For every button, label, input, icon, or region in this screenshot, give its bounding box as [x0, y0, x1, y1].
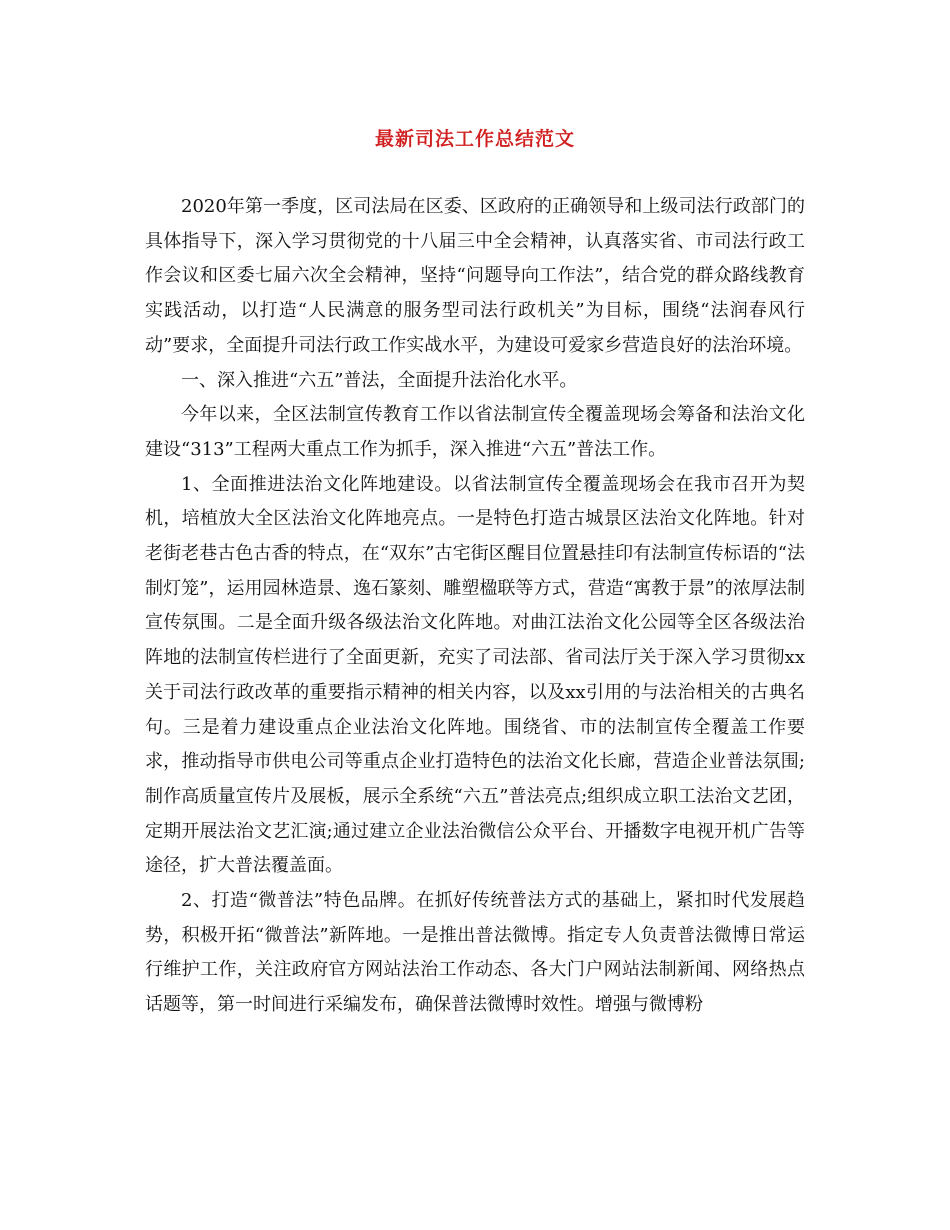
paragraph-item-1: 1、全面推进法治文化阵地建设。以省法制宣传全覆盖现场会在我市召开为契机，培植放大全区法治文化阵地亮点。一是特色打造古城景区法治文化阵地。针对老街老巷古色古香的特点，在“双东”古宅街区醒目位置悬挂印有法制宣传标语的“法制灯笼”，运用园林造景、逸石篆刻、雕塑楹联等方式，营造“寓教于景”的浓厚法制宣传氛围。二是全面升级各级法治文化阵地。对曲江法治文化公园等全区各级法治阵地的法制宣传栏进行了全面更新，充实了司法部、省司法厅关于深入学习贯彻xx关于司法行政改革的重要指示精神的相关内容，以及xx引用的与法治相关的古典名句。三是着力建设重点企业法治文化阵地。围绕省、市的法制宣传全覆盖工作要求，推动指导市供电公司等重点企业打造特色的法治文化长廊，营造企业普法氛围;制作高质量宣传片及展板，展示全系统“六五”普法亮点;组织成立职工法治文艺团，定期开展法治文艺汇演;通过建立企业法治微信公众平台、开播数字电视开机广告等途径，扩大普法覆盖面。 — [145, 473, 805, 877]
document-body — [145, 190, 805, 1023]
paragraph-section-heading: 一、深入推进“六五”普法，全面提升法治化水平。 — [181, 369, 578, 391]
paragraph-overview: 今年以来，全区法制宣传教育工作以省法制宣传全覆盖现场会筹备和法治文化建设“313”工程两大重点工作为抓手，深入推进“六五”普法工作。 — [145, 404, 805, 460]
paragraph-intro: 2020年第一季度，区司法局在区委、区政府的正确领导和上级司法行政部门的具体指导下，深入学习贯彻党的十八届三中全会精神，认真落实省、市司法行政工作会议和区委七届六次全会精神，坚持“问题导向工作法”，结合党的群众路线教育实践活动，以打造“人民满意的服务型司法行政机关”为目标，围绕“法润春风行动”要求，全面提升司法行政工作实战水平，为建设可爱家乡营造良好的法治环境。 — [145, 196, 805, 356]
document-title: 最新司法工作总结范文 — [374, 128, 575, 150]
paragraph-item-2: 2、打造“微普法”特色品牌。在抓好传统普法方式的基础上，紧扣时代发展趋势，积极开拓“微普法”新阵地。一是推出普法微博。指定专人负责普法微博日常运行维护工作，关注政府官方网站法治工作动态、各大门户网站法制新闻、网络热点话题等，第一时间进行采编发布，确保普法微博时效性。增强与微博粉 — [145, 890, 805, 1016]
